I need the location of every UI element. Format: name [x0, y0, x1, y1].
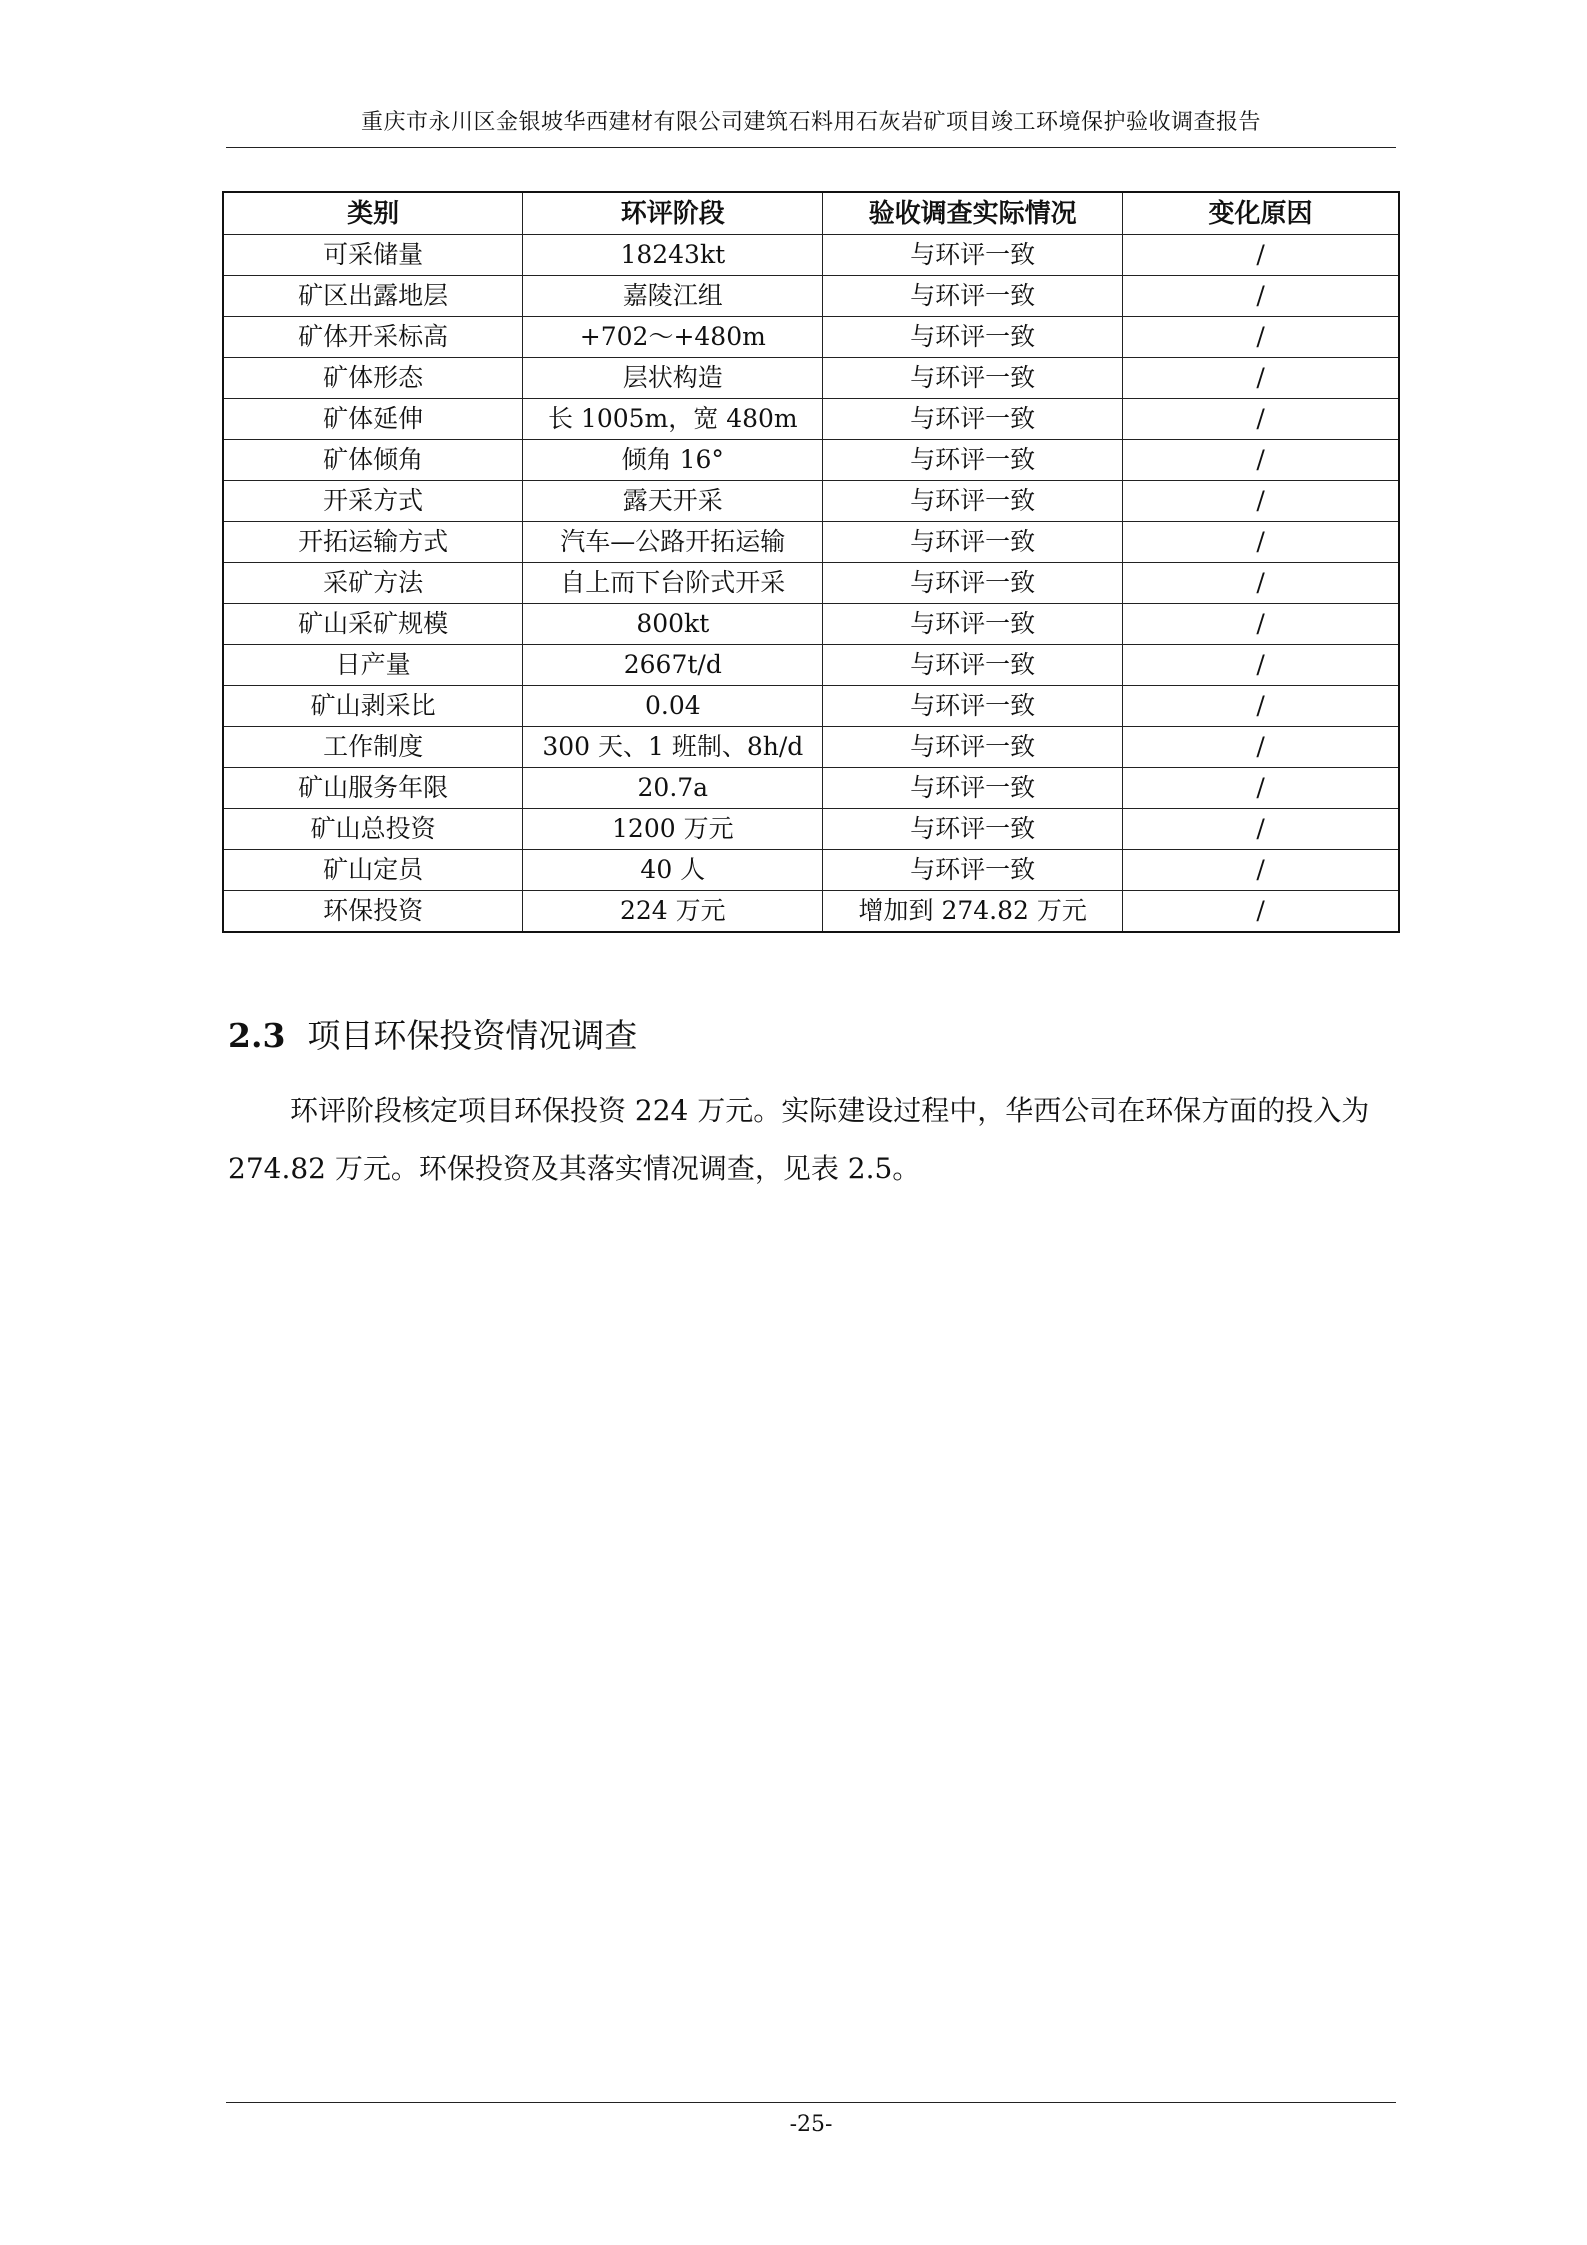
cell-actual-situation: 与环评一致: [823, 645, 1123, 686]
cell-actual-situation: 与环评一致: [823, 809, 1123, 850]
table-row: [223, 276, 1399, 317]
header-divider: [226, 147, 1396, 148]
cell-eia-stage: 20.7a: [523, 768, 823, 809]
project-comparison-table: [222, 191, 1400, 933]
table-row: [223, 481, 1399, 522]
cell-eia-stage: 汽车—公路开拓运输: [523, 522, 823, 563]
section-title: 项目环保投资情况调查: [307, 1016, 638, 1055]
cell-change-reason: /: [1123, 604, 1399, 645]
cell-change-reason: /: [1123, 563, 1399, 604]
cell-category: 矿山剥采比: [223, 686, 523, 727]
cell-eia-stage: 40 人: [523, 850, 823, 891]
cell-category: 工作制度: [223, 727, 523, 768]
cell-actual-situation: 与环评一致: [823, 440, 1123, 481]
column-header-actual-situation: 验收调查实际情况: [823, 192, 1123, 235]
table-row: [223, 850, 1399, 891]
column-header-change-reason: 变化原因: [1123, 192, 1399, 235]
cell-eia-stage: 自上而下台阶式开采: [523, 563, 823, 604]
section-heading: [228, 1014, 637, 1058]
cell-eia-stage: 2667t/d: [523, 645, 823, 686]
cell-actual-situation: 与环评一致: [823, 850, 1123, 891]
cell-category: 矿体倾角: [223, 440, 523, 481]
cell-actual-situation: 与环评一致: [823, 604, 1123, 645]
column-header-eia-stage: 环评阶段: [523, 192, 823, 235]
section-paragraph: 环评阶段核定项目环保投资 224 万元。实际建设过程中，华西公司在环保方面的投入为 274.82 万元。环保投资及其落实情况调查，见表 2.5。: [228, 1094, 1370, 1185]
cell-change-reason: /: [1123, 399, 1399, 440]
cell-change-reason: /: [1123, 235, 1399, 276]
table-row: [223, 563, 1399, 604]
table-row: [223, 358, 1399, 399]
column-header-category: 类别: [223, 192, 523, 235]
footer-divider: [226, 2102, 1396, 2103]
table-row: [223, 809, 1399, 850]
cell-actual-situation: 与环评一致: [823, 399, 1123, 440]
cell-change-reason: /: [1123, 481, 1399, 522]
cell-category: 矿山总投资: [223, 809, 523, 850]
cell-eia-stage: 露天开采: [523, 481, 823, 522]
cell-actual-situation: 与环评一致: [823, 481, 1123, 522]
cell-actual-situation: 与环评一致: [823, 276, 1123, 317]
cell-eia-stage: 18243kt: [523, 235, 823, 276]
cell-actual-situation: 与环评一致: [823, 522, 1123, 563]
cell-category: 矿体形态: [223, 358, 523, 399]
cell-change-reason: /: [1123, 522, 1399, 563]
table-header-row: [223, 192, 1399, 235]
cell-eia-stage: 层状构造: [523, 358, 823, 399]
cell-actual-situation: 与环评一致: [823, 563, 1123, 604]
table-row: [223, 768, 1399, 809]
table-row: [223, 235, 1399, 276]
page-number: -25-: [789, 2112, 833, 2137]
table-row: [223, 645, 1399, 686]
cell-category: 开拓运输方式: [223, 522, 523, 563]
table-row: [223, 522, 1399, 563]
cell-eia-stage: 倾角 16°: [523, 440, 823, 481]
table-row: [223, 686, 1399, 727]
table-body: [223, 235, 1399, 933]
cell-change-reason: /: [1123, 686, 1399, 727]
cell-category: 矿体开采标高: [223, 317, 523, 358]
cell-eia-stage: 长 1005m，宽 480m: [523, 399, 823, 440]
cell-actual-situation: 与环评一致: [823, 235, 1123, 276]
cell-change-reason: /: [1123, 768, 1399, 809]
cell-eia-stage: 800kt: [523, 604, 823, 645]
cell-eia-stage: 0.04: [523, 686, 823, 727]
cell-change-reason: /: [1123, 358, 1399, 399]
cell-change-reason: /: [1123, 276, 1399, 317]
cell-actual-situation: 与环评一致: [823, 686, 1123, 727]
cell-category: 采矿方法: [223, 563, 523, 604]
cell-category: 开采方式: [223, 481, 523, 522]
cell-eia-stage: 300 天、1 班制、8h/d: [523, 727, 823, 768]
cell-change-reason: /: [1123, 440, 1399, 481]
page-header: 重庆市永川区金银坡华西建材有限公司建筑石料用石灰岩矿项目竣工环境保护验收调查报告: [360, 110, 1261, 135]
cell-actual-situation: 增加到 274.82 万元: [823, 891, 1123, 933]
cell-actual-situation: 与环评一致: [823, 317, 1123, 358]
cell-change-reason: /: [1123, 727, 1399, 768]
cell-category: 环保投资: [223, 891, 523, 933]
cell-eia-stage: 嘉陵江组: [523, 276, 823, 317]
table-row: [223, 317, 1399, 358]
cell-change-reason: /: [1123, 645, 1399, 686]
table-row: [223, 604, 1399, 645]
table-row: [223, 399, 1399, 440]
cell-change-reason: /: [1123, 850, 1399, 891]
section-number: 2.3: [228, 1016, 286, 1055]
table-row: [223, 891, 1399, 933]
table-row: [223, 727, 1399, 768]
cell-category: 矿体延伸: [223, 399, 523, 440]
cell-eia-stage: 224 万元: [523, 891, 823, 933]
table-row: [223, 440, 1399, 481]
cell-actual-situation: 与环评一致: [823, 358, 1123, 399]
cell-category: 日产量: [223, 645, 523, 686]
cell-change-reason: /: [1123, 809, 1399, 850]
cell-category: 矿山采矿规模: [223, 604, 523, 645]
cell-eia-stage: 1200 万元: [523, 809, 823, 850]
cell-actual-situation: 与环评一致: [823, 727, 1123, 768]
cell-category: 矿山定员: [223, 850, 523, 891]
cell-category: 矿山服务年限: [223, 768, 523, 809]
cell-eia-stage: +702～+480m: [523, 317, 823, 358]
cell-change-reason: /: [1123, 891, 1399, 933]
cell-change-reason: /: [1123, 317, 1399, 358]
cell-actual-situation: 与环评一致: [823, 768, 1123, 809]
cell-category: 可采储量: [223, 235, 523, 276]
cell-category: 矿区出露地层: [223, 276, 523, 317]
